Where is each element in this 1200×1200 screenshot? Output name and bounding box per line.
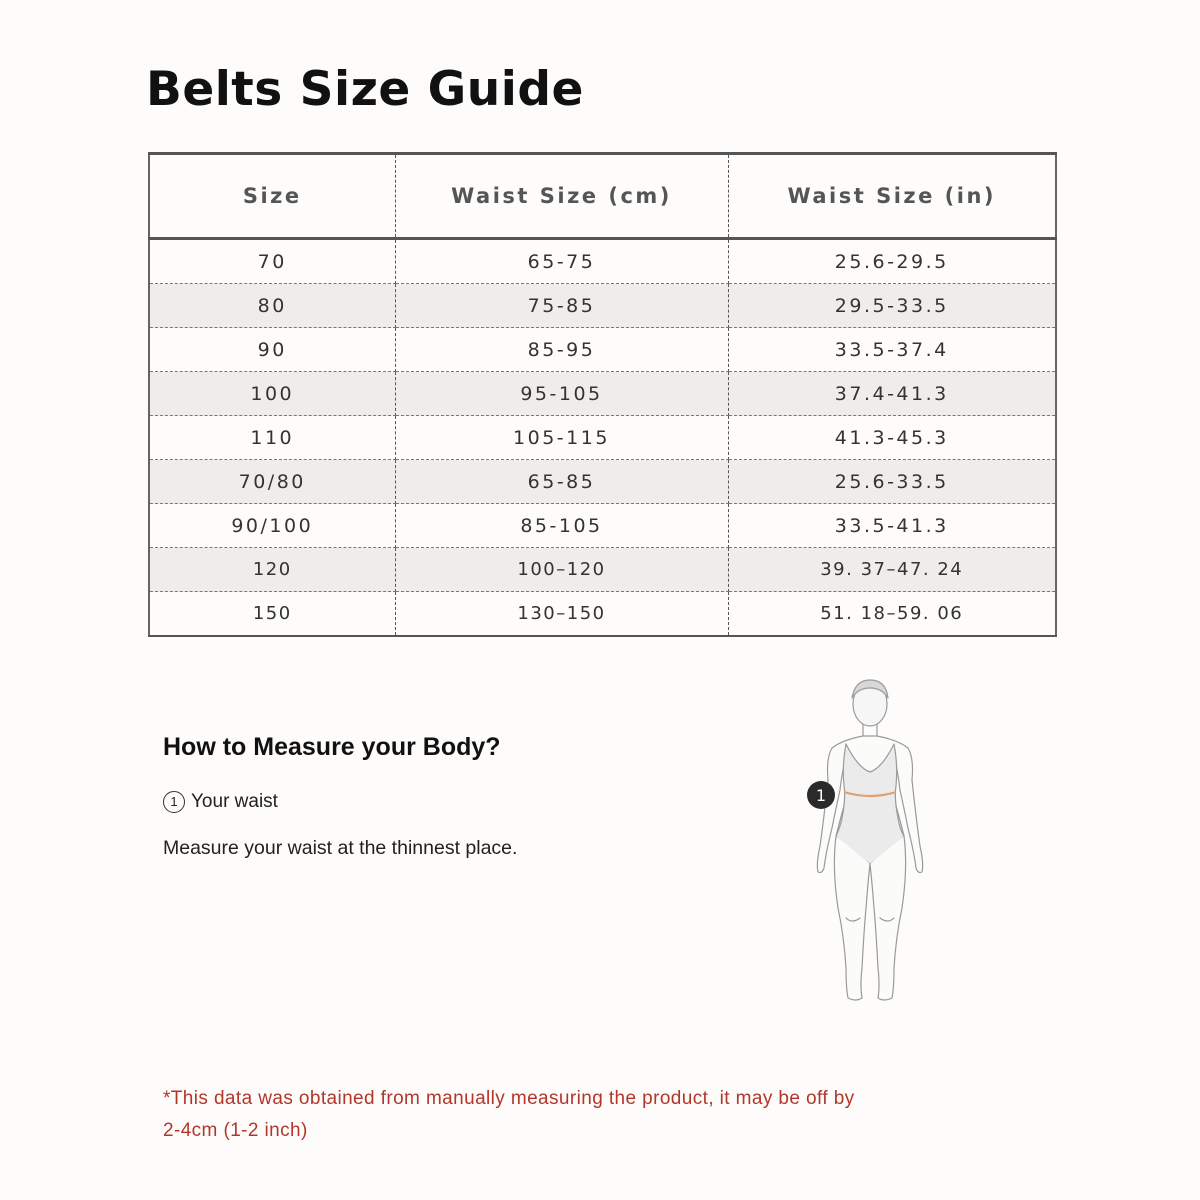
cell-waist-cm: 65-85 <box>395 460 728 504</box>
cell-waist-cm: 130–150 <box>395 592 728 637</box>
cell-size: 80 <box>149 284 395 328</box>
cell-size: 110 <box>149 416 395 460</box>
measure-instruction: Measure your waist at the thinnest place. <box>163 837 518 859</box>
cell-waist-in: 29.5-33.5 <box>728 284 1056 328</box>
cell-size: 100 <box>149 372 395 416</box>
cell-waist-cm: 85-105 <box>395 504 728 548</box>
note-line-2: 2-4cm (1-2 inch) <box>163 1120 308 1141</box>
cell-waist-cm: 100–120 <box>395 548 728 592</box>
note-line-1: *This data was obtained from manually measuring the product, it may be off by <box>163 1088 855 1109</box>
cell-waist-in: 25.6-33.5 <box>728 460 1056 504</box>
table-header-row <box>149 154 1056 239</box>
cell-size: 150 <box>149 592 395 637</box>
cell-waist-in: 33.5-41.3 <box>728 504 1056 548</box>
cell-waist-in: 51. 18–59. 06 <box>728 592 1056 637</box>
cell-waist-in: 33.5-37.4 <box>728 328 1056 372</box>
table-row <box>149 504 1056 548</box>
table-row <box>149 284 1056 328</box>
cell-size: 70/80 <box>149 460 395 504</box>
how-to-measure-title: How to Measure your Body? <box>163 733 501 761</box>
table-row <box>149 460 1056 504</box>
table-row <box>149 328 1056 372</box>
measurement-note <box>163 1083 1103 1147</box>
cell-size: 90/100 <box>149 504 395 548</box>
cell-waist-in: 39. 37–47. 24 <box>728 548 1056 592</box>
table-row <box>149 548 1056 592</box>
table-row <box>149 416 1056 460</box>
cell-waist-cm: 95-105 <box>395 372 728 416</box>
table-row <box>149 372 1056 416</box>
cell-size: 90 <box>149 328 395 372</box>
table-row <box>149 239 1056 284</box>
table-row <box>149 592 1056 637</box>
header-waist-cm: Waist Size (cm) <box>395 154 728 239</box>
cell-waist-in: 41.3-45.3 <box>728 416 1056 460</box>
cell-waist-cm: 85-95 <box>395 328 728 372</box>
cell-waist-cm: 105-115 <box>395 416 728 460</box>
cell-waist-cm: 65-75 <box>395 239 728 284</box>
cell-waist-in: 37.4-41.3 <box>728 372 1056 416</box>
cell-size: 70 <box>149 239 395 284</box>
waist-step-label: Your waist <box>191 791 278 812</box>
body-silhouette-icon <box>760 668 1000 1018</box>
waist-step <box>163 791 278 813</box>
cell-waist-cm: 75-85 <box>395 284 728 328</box>
cell-waist-in: 25.6-29.5 <box>728 239 1056 284</box>
page-title: Belts Size Guide <box>146 62 584 117</box>
waist-marker-number: 1 <box>815 786 827 805</box>
header-waist-in: Waist Size (in) <box>728 154 1056 239</box>
step-number: 1 <box>163 791 185 813</box>
header-size: Size <box>149 154 395 239</box>
cell-size: 120 <box>149 548 395 592</box>
size-table <box>148 152 1057 637</box>
